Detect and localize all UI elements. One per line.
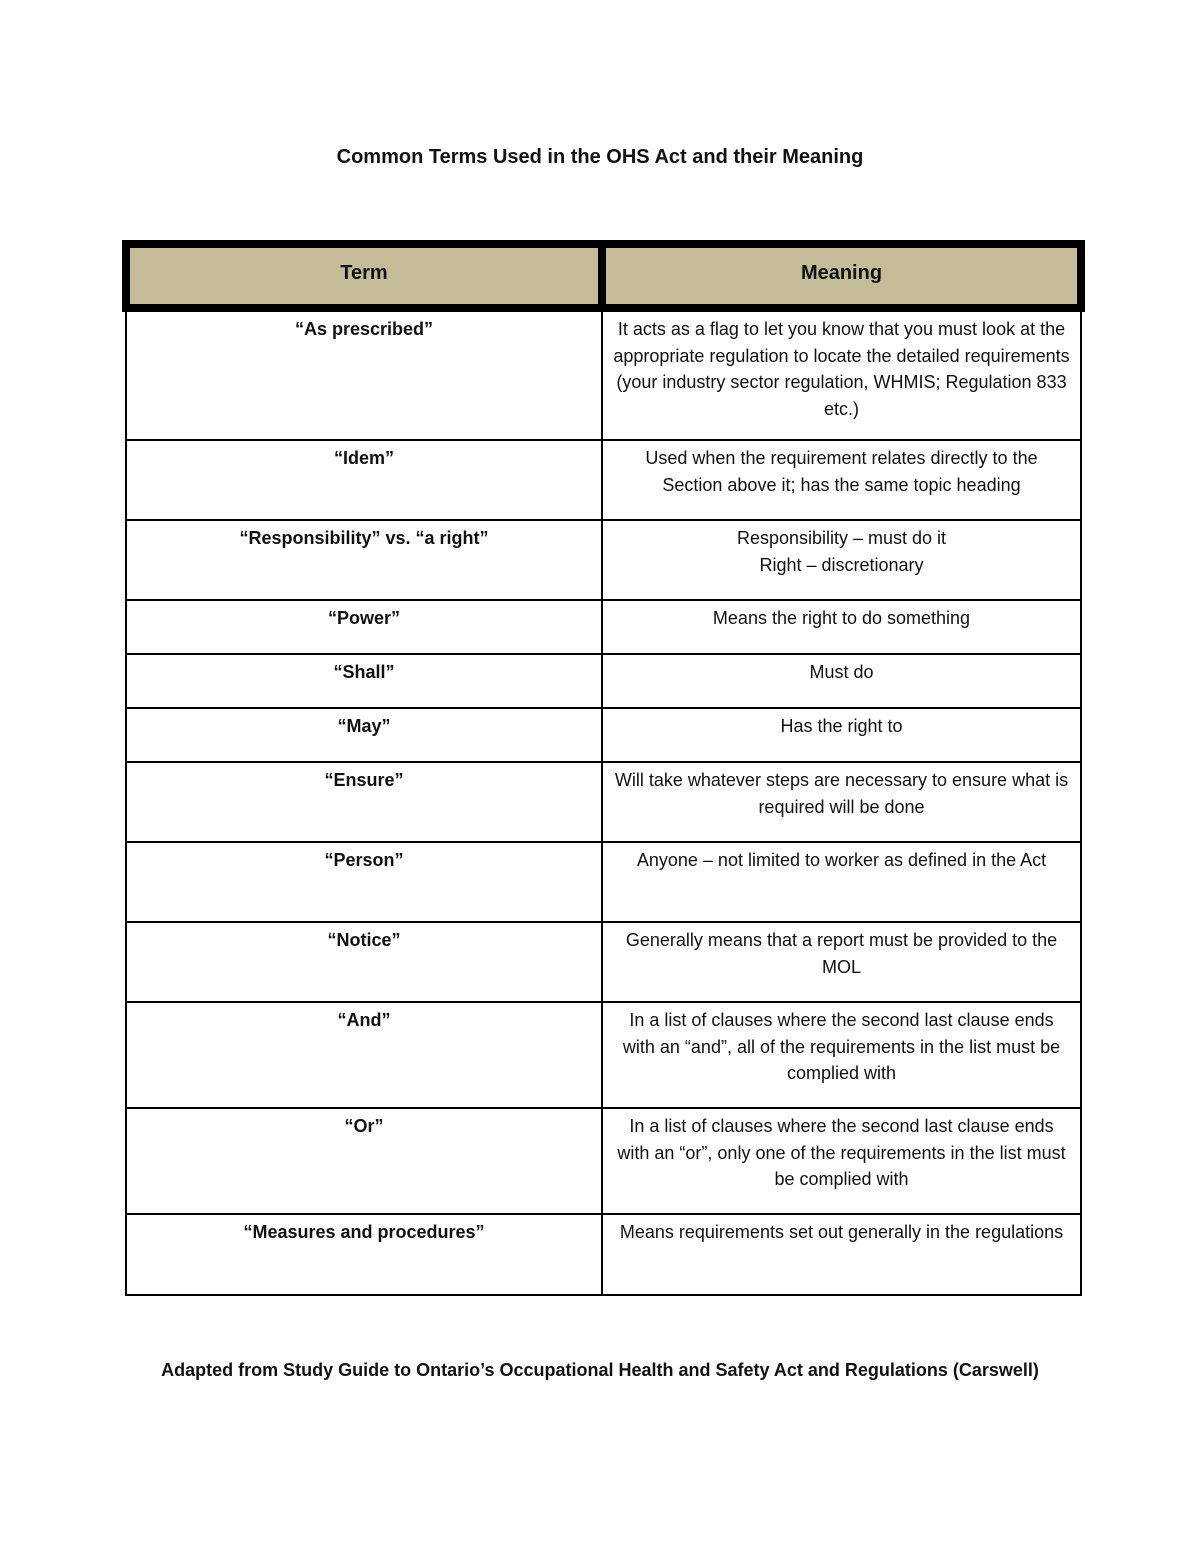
- table-row: [126, 1002, 1081, 1108]
- meaning-cell: In a list of clauses where the second last clause ends with an “and”, all of the requirements in the list must be complied with: [602, 1002, 1081, 1108]
- term-cell: “Notice”: [126, 922, 602, 1002]
- terms-table: [122, 240, 1085, 1296]
- meaning-cell: Must do: [602, 654, 1081, 708]
- meaning-cell: [602, 520, 1081, 600]
- meaning-line: Right – discretionary: [759, 554, 924, 575]
- term-cell: “Power”: [126, 600, 602, 654]
- meaning-cell: Generally means that a report must be provided to the MOL: [602, 922, 1081, 1002]
- header-meaning: Meaning: [602, 244, 1081, 308]
- meaning-cell: Will take whatever steps are necessary to ensure what is required will be done: [602, 762, 1081, 842]
- meaning-cell: In a list of clauses where the second last clause ends with an “or”, only one of the requirements in the list must be complied with: [602, 1108, 1081, 1214]
- term-cell: “Ensure”: [126, 762, 602, 842]
- table-row: [126, 600, 1081, 654]
- table-row: [126, 762, 1081, 842]
- term-cell: “Idem”: [126, 440, 602, 520]
- table-row: [126, 842, 1081, 922]
- source-footnote: Adapted from Study Guide to Ontario’s Occupational Health and Safety Act and Regulations (Carswell): [161, 1360, 1039, 1380]
- table-row: [126, 1108, 1081, 1214]
- meaning-cell: Means requirements set out generally in the regulations: [602, 1214, 1081, 1295]
- table-row: [126, 520, 1081, 600]
- term-cell: “May”: [126, 708, 602, 762]
- table-row: [126, 708, 1081, 762]
- table-row: [126, 922, 1081, 1002]
- table-row: [126, 308, 1081, 440]
- table-header-row: [126, 244, 1081, 308]
- header-term: Term: [126, 244, 602, 308]
- term-cell: “Or”: [126, 1108, 602, 1214]
- table-row: [126, 1214, 1081, 1295]
- meaning-cell: It acts as a flag to let you know that you must look at the appropriate regulation to locate the detailed requirements (your industry sector regulation, WHMIS; Regulation 833 etc.): [602, 308, 1081, 440]
- table-row: [126, 440, 1081, 520]
- meaning-cell: Anyone – not limited to worker as defined in the Act: [602, 842, 1081, 922]
- term-cell: “Measures and procedures”: [126, 1214, 602, 1295]
- term-cell: “Shall”: [126, 654, 602, 708]
- table-row: [126, 654, 1081, 708]
- meaning-cell: Has the right to: [602, 708, 1081, 762]
- meaning-cell: Means the right to do something: [602, 600, 1081, 654]
- term-cell: “Person”: [126, 842, 602, 922]
- meaning-cell: Used when the requirement relates directly to the Section above it; has the same topic heading: [602, 440, 1081, 520]
- term-cell: “As prescribed”: [126, 308, 602, 440]
- term-cell: “Responsibility” vs. “a right”: [126, 520, 602, 600]
- meaning-line: Responsibility – must do it: [736, 528, 947, 548]
- document-title: Common Terms Used in the OHS Act and their Meaning: [336, 146, 864, 168]
- term-cell: “And”: [126, 1002, 602, 1108]
